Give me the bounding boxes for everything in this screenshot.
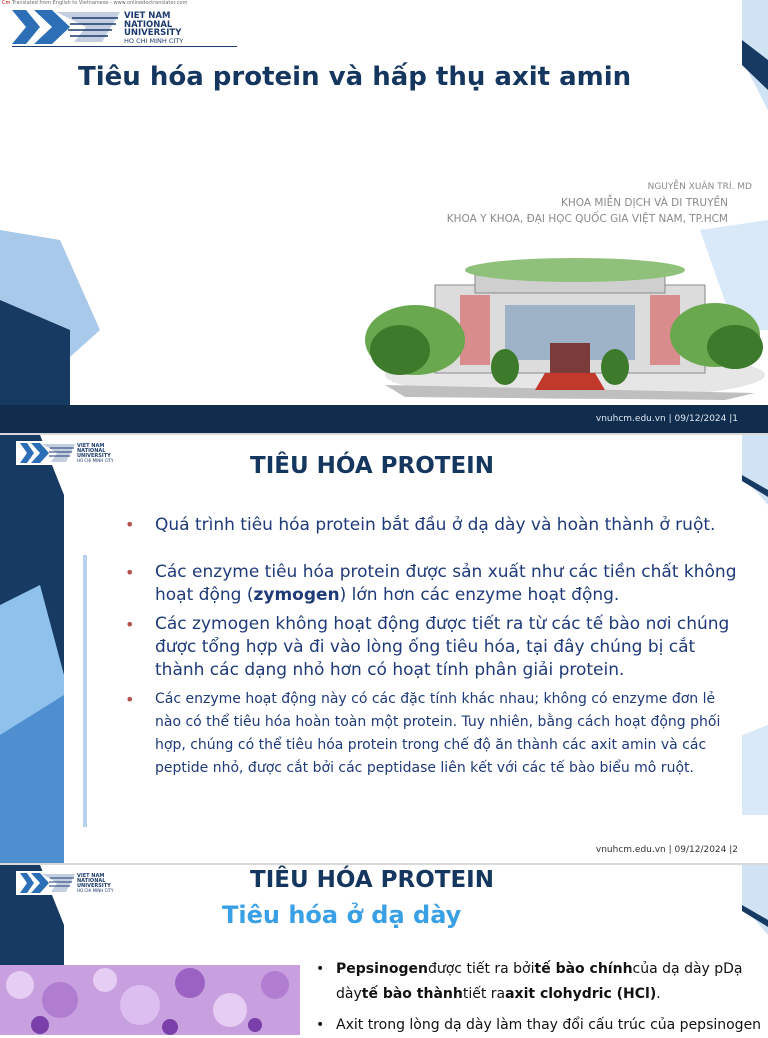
campus-building-illustration: [365, 255, 765, 405]
translator-badge: Cm: [2, 0, 11, 6]
logo-underline: [12, 46, 237, 47]
bullet-item: • Các zymogen không hoạt động được tiết ra từ các tế bào nơi chúng được tổng hợp và đi vào lòng ống tiêu hóa, tại đây chúng bị cắt thành các dạng nhỏ hơn có hoạt tính phân giải protein.: [125, 613, 745, 682]
translation-banner[interactable]: [2, 0, 187, 6]
bullet-item: • Quá trình tiêu hóa protein bắt đầu ở dạ dày và hoàn thành ở ruột.: [125, 513, 745, 537]
university-logo: [12, 10, 183, 46]
slide-1: [0, 0, 768, 433]
university-logo: [16, 441, 117, 465]
logo-text: VIET NAM NATIONAL UNIVERSITY HO CHI MINH CITY: [77, 442, 114, 463]
slide-footer: vnuhcm.edu.vn | 09/12/2024 |1: [595, 414, 738, 424]
vnu-chevron-logo-icon: [20, 443, 76, 463]
bullet-item: • Các enzyme tiêu hóa protein được sản xuất như các tiền chất không hoạt động (zymogen) lớn hơn các enzyme hoạt động.: [125, 561, 745, 607]
bullet-list: [316, 957, 766, 1038]
bullet-list: [125, 513, 745, 780]
bullet-item: • Axit trong lòng dạ dày làm thay đổi cấu trúc của pepsinogen: [316, 1013, 766, 1038]
stomach-tissue-micrograph: [0, 965, 300, 1035]
presentation-title: Tiêu hóa protein và hấp thụ axit amin: [78, 62, 632, 92]
slide-footer: vnuhcm.edu.vn | 09/12/2024 |2: [595, 845, 738, 855]
vnu-chevron-logo-icon: [12, 10, 122, 46]
vertical-accent-line: [83, 555, 87, 827]
slide-title: TIÊU HÓA PROTEIN: [250, 453, 494, 479]
author-name: NGUYỄN XUÂN TRÍ. MD: [647, 182, 752, 192]
logo-text: VIET NAM NATIONAL UNIVERSITY HO CHI MINH CITY: [77, 872, 114, 893]
slide-2: [0, 435, 768, 863]
slide-title: TIÊU HÓA PROTEIN: [250, 867, 494, 893]
vnu-chevron-logo-icon: [20, 873, 76, 893]
bullet-item: • Các enzyme hoạt động này có các đặc tính khác nhau; không có enzyme đơn lẻ nào có thể tiêu hóa hoàn toàn một protein. Tuy nhiên, bằng cách hoạt động phối hợp, chúng có thể tiêu hóa protein trong chế độ ăn thành các axit amin và các peptide nhỏ, được cắt bởi các peptidase liên kết với các tế bào biểu mô ruột.: [125, 688, 745, 780]
bullet-item: • Pepsinogenđược tiết ra bởitế bào chínhcủa dạ dày pDạ dàytế bào thànhtiết raaxit clohydric (HCl).: [316, 957, 766, 1007]
slide-3: [0, 865, 768, 1033]
slide-subtitle: Tiêu hóa ở dạ dày: [222, 901, 462, 929]
logo-text: VIET NAM NATIONAL UNIVERSITY HO CHI MINH CITY: [124, 11, 184, 45]
department-name: KHOA MIỄN DỊCH VÀ DI TRUYỀN: [561, 197, 728, 209]
school-name: KHOA Y KHOA, ĐẠI HỌC QUỐC GIA VIỆT NAM, TP.HCM: [446, 213, 728, 225]
university-logo: [16, 871, 117, 895]
right-bottom-shape: [742, 725, 768, 815]
translator-text: Translated from English to Vietnamese - www.onlinedoctranslator.com: [11, 0, 188, 6]
